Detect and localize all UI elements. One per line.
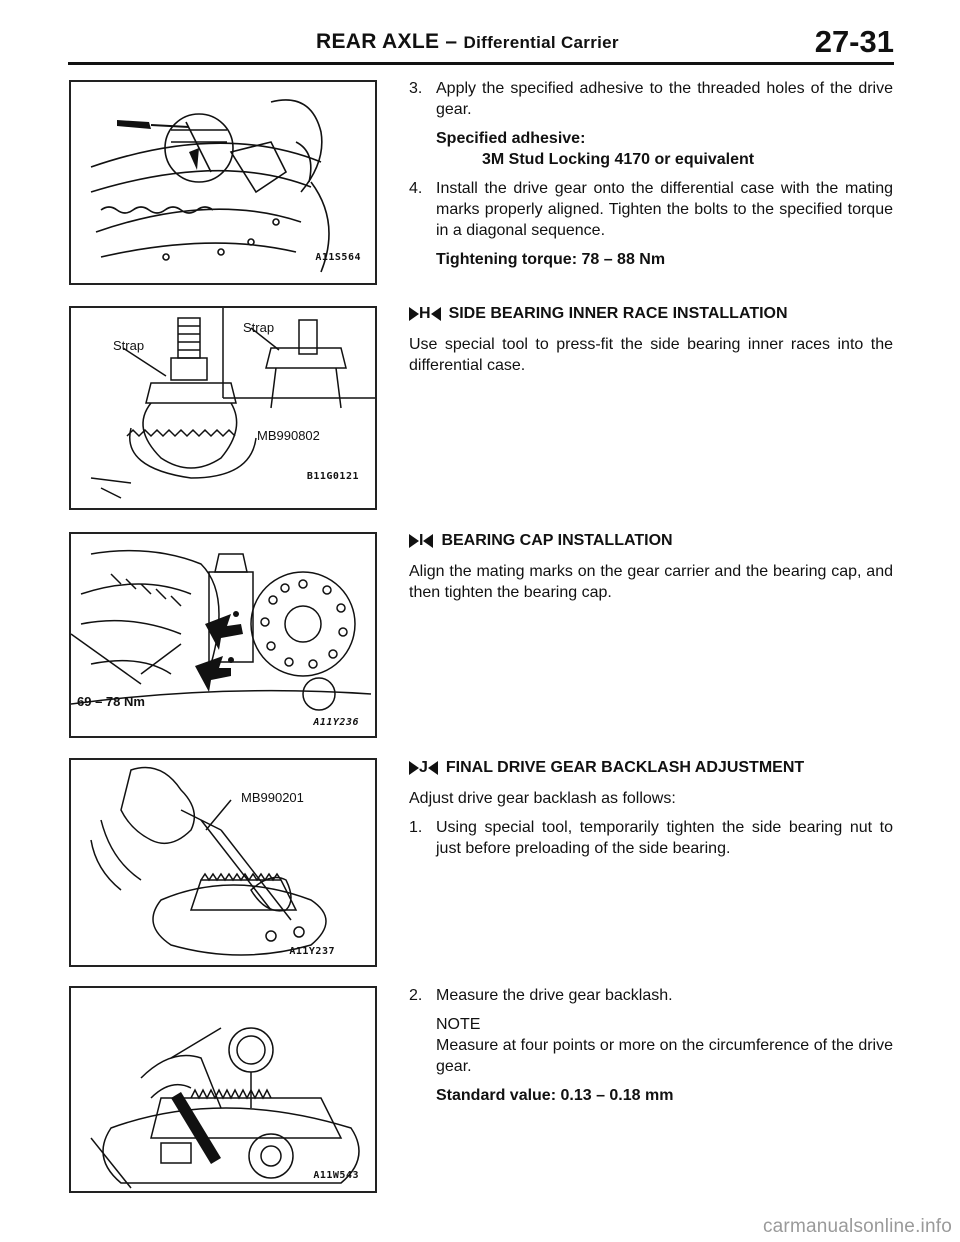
figure-code: A11S564 <box>315 252 361 263</box>
figure-code: A11W543 <box>313 1170 359 1181</box>
step-1 <box>409 817 893 859</box>
figure-backlash-tool <box>69 758 377 967</box>
step-number: 3. <box>409 80 423 97</box>
section-backlash-measure <box>409 985 893 1114</box>
label-strap-left: Strap <box>113 338 145 353</box>
label-special-tool: MB990802 <box>257 428 320 443</box>
section-side-bearing <box>409 303 893 384</box>
triangle-right-icon <box>409 534 419 548</box>
section-text: Use special tool to press-fit the side bearing inner races into the differential case. <box>409 336 893 374</box>
figure-side-bearing <box>69 306 377 510</box>
spec-torque: Tightening torque: 78 – 88 Nm <box>436 251 666 268</box>
step-number: 2. <box>409 987 423 1004</box>
figure-backlash-measure <box>69 986 377 1193</box>
section-heading <box>409 757 893 778</box>
triangle-left-icon <box>423 534 433 548</box>
figure-code: A11Y236 <box>313 717 359 728</box>
step-text: Install the drive gear onto the differential case with the mating marks properly aligned. Tighten the bolts to the specified torque in a diagonal sequence. <box>436 180 893 239</box>
note-text: Measure at four points or more on the circumference of the drive gear. <box>436 1037 893 1075</box>
header-title-main: REAR AXLE <box>316 30 440 53</box>
backlash-tool-illustration <box>71 760 377 967</box>
figure-code: A11Y237 <box>289 946 335 957</box>
backlash-measure-illustration <box>71 988 377 1193</box>
note-heading: NOTE <box>436 1016 481 1033</box>
page-number: 27-31 <box>814 24 894 59</box>
step-text: Apply the specified adhesive to the threaded holes of the drive gear. <box>436 80 893 118</box>
section-title: BEARING CAP INSTALLATION <box>441 532 673 549</box>
label-torque: 69 – 78 Nm <box>77 694 145 709</box>
step-number: 4. <box>409 180 423 197</box>
spec-standard-value: Standard value: 0.13 – 0.18 mm <box>436 1087 674 1104</box>
header-title-sub: Differential Carrier <box>463 33 619 52</box>
figure-drive-gear-adhesive <box>69 80 377 285</box>
figure-code: B11G0121 <box>306 471 359 482</box>
section-heading <box>409 530 893 551</box>
header-title-sep: – <box>445 30 458 53</box>
step-2 <box>409 985 893 1006</box>
step-text: Using special tool, temporarily tighten the side bearing nut to just before preloading of the side bearing. <box>436 819 893 857</box>
step-4 <box>409 178 893 241</box>
section-letter: H <box>419 305 431 322</box>
figure-bearing-cap <box>69 532 377 738</box>
section-drive-gear-install <box>409 78 893 278</box>
triangle-left-icon <box>431 307 441 321</box>
section-heading <box>409 303 893 324</box>
step-number: 1. <box>409 819 423 836</box>
page-header <box>68 22 894 65</box>
triangle-right-icon <box>409 307 419 321</box>
triangle-right-icon <box>409 761 419 775</box>
section-text: Align the mating marks on the gear carrier and the bearing cap, and then tighten the bearing cap. <box>409 563 893 601</box>
label-strap-right: Strap <box>243 320 275 335</box>
section-backlash-adjustment <box>409 757 893 867</box>
section-letter: J <box>419 759 428 776</box>
step-3 <box>409 78 893 120</box>
label-special-tool: MB990201 <box>241 790 304 805</box>
step-text: Measure the drive gear backlash. <box>436 987 673 1004</box>
section-letter: I <box>419 532 424 549</box>
section-title: FINAL DRIVE GEAR BACKLASH ADJUSTMENT <box>445 759 805 776</box>
spec-adhesive-label: Specified adhesive: <box>436 130 586 147</box>
section-title: SIDE BEARING INNER RACE INSTALLATION <box>448 305 788 322</box>
spec-adhesive-value: 3M Stud Locking 4170 or equivalent <box>482 151 755 168</box>
section-intro: Adjust drive gear backlash as follows: <box>409 790 676 807</box>
triangle-left-icon <box>428 761 438 775</box>
footer-watermark: carmanualsonline.info <box>762 1216 952 1237</box>
section-bearing-cap <box>409 530 893 611</box>
header-title <box>316 30 619 54</box>
